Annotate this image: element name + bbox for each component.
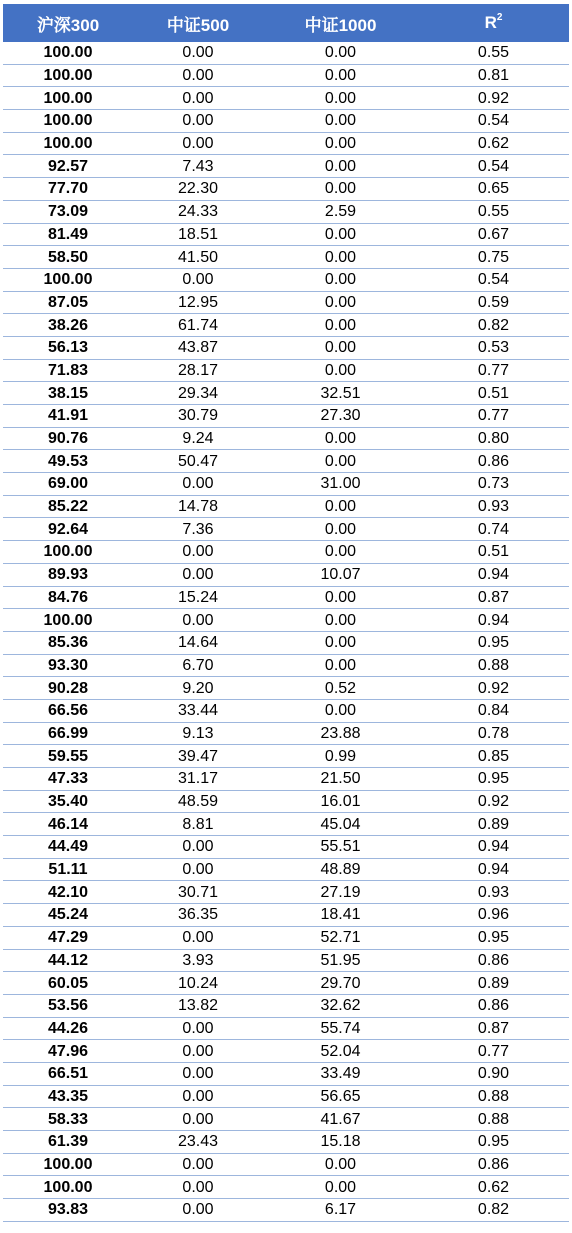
cell-zz1000: 32.62 (263, 994, 418, 1017)
cell-r-squared: 0.73 (418, 473, 569, 496)
table-row (3, 1017, 569, 1040)
table-row (3, 314, 569, 337)
cell-hs300: 44.26 (3, 1017, 133, 1040)
cell-hs300: 44.49 (3, 836, 133, 859)
cell-r-squared: 0.95 (418, 768, 569, 791)
table-row (3, 42, 569, 64)
cell-zz1000: 0.00 (263, 291, 418, 314)
cell-hs300: 58.33 (3, 1108, 133, 1131)
cell-zz1000: 0.00 (263, 359, 418, 382)
cell-r-squared: 0.94 (418, 836, 569, 859)
cell-hs300: 100.00 (3, 1153, 133, 1176)
cell-zz500: 13.82 (133, 994, 263, 1017)
cell-r-squared: 0.89 (418, 972, 569, 995)
table-row (3, 223, 569, 246)
cell-zz500: 9.20 (133, 677, 263, 700)
table-row (3, 200, 569, 223)
column-header-hs300: 沪深300 (3, 4, 133, 42)
table-row (3, 382, 569, 405)
cell-zz500: 12.95 (133, 291, 263, 314)
cell-hs300: 69.00 (3, 473, 133, 496)
cell-hs300: 47.96 (3, 1040, 133, 1063)
cell-zz500: 30.79 (133, 405, 263, 428)
cell-hs300: 66.56 (3, 699, 133, 722)
table-row (3, 745, 569, 768)
cell-r-squared: 0.93 (418, 495, 569, 518)
cell-zz500: 33.44 (133, 699, 263, 722)
cell-zz1000: 21.50 (263, 768, 418, 791)
cell-hs300: 51.11 (3, 858, 133, 881)
cell-zz500: 9.13 (133, 722, 263, 745)
table-row (3, 790, 569, 813)
header-row (3, 4, 569, 42)
cell-r-squared: 0.92 (418, 677, 569, 700)
cell-zz1000: 0.00 (263, 246, 418, 269)
data-table-container (3, 4, 569, 1222)
cell-r-squared: 0.90 (418, 1062, 569, 1085)
cell-zz500: 7.36 (133, 518, 263, 541)
cell-zz500: 14.64 (133, 631, 263, 654)
column-header-r-squared (418, 4, 569, 42)
cell-r-squared: 0.51 (418, 382, 569, 405)
table-row (3, 64, 569, 87)
cell-hs300: 92.64 (3, 518, 133, 541)
cell-r-squared: 0.87 (418, 1017, 569, 1040)
cell-hs300: 41.91 (3, 405, 133, 428)
cell-zz500: 10.24 (133, 972, 263, 995)
cell-r-squared: 0.82 (418, 314, 569, 337)
cell-zz500: 0.00 (133, 1062, 263, 1085)
cell-hs300: 47.33 (3, 768, 133, 791)
cell-r-squared: 0.88 (418, 1108, 569, 1131)
cell-hs300: 100.00 (3, 64, 133, 87)
cell-r-squared: 0.92 (418, 790, 569, 813)
cell-zz500: 0.00 (133, 87, 263, 110)
table-row (3, 926, 569, 949)
cell-zz1000: 0.00 (263, 110, 418, 133)
cell-hs300: 66.99 (3, 722, 133, 745)
cell-zz500: 0.00 (133, 1040, 263, 1063)
cell-zz1000: 52.71 (263, 926, 418, 949)
cell-hs300: 100.00 (3, 609, 133, 632)
cell-hs300: 90.28 (3, 677, 133, 700)
cell-zz1000: 0.00 (263, 87, 418, 110)
table-row (3, 813, 569, 836)
cell-zz500: 48.59 (133, 790, 263, 813)
table-row (3, 110, 569, 133)
cell-hs300: 100.00 (3, 110, 133, 133)
cell-hs300: 61.39 (3, 1131, 133, 1154)
cell-zz1000: 29.70 (263, 972, 418, 995)
cell-zz1000: 0.00 (263, 314, 418, 337)
cell-zz500: 0.00 (133, 609, 263, 632)
cell-zz1000: 48.89 (263, 858, 418, 881)
cell-zz1000: 0.00 (263, 64, 418, 87)
cell-zz1000: 0.00 (263, 132, 418, 155)
cell-zz500: 0.00 (133, 1085, 263, 1108)
cell-zz1000: 51.95 (263, 949, 418, 972)
table-row (3, 563, 569, 586)
cell-zz500: 0.00 (133, 110, 263, 133)
table-row (3, 836, 569, 859)
cell-zz1000: 0.00 (263, 631, 418, 654)
table-row (3, 881, 569, 904)
cell-r-squared: 0.55 (418, 42, 569, 64)
cell-hs300: 100.00 (3, 268, 133, 291)
table-row (3, 405, 569, 428)
cell-zz1000: 0.00 (263, 450, 418, 473)
cell-zz500: 14.78 (133, 495, 263, 518)
cell-zz1000: 27.19 (263, 881, 418, 904)
table-row (3, 291, 569, 314)
cell-hs300: 84.76 (3, 586, 133, 609)
cell-zz1000: 0.00 (263, 654, 418, 677)
cell-hs300: 89.93 (3, 563, 133, 586)
table-row (3, 699, 569, 722)
cell-r-squared: 0.55 (418, 200, 569, 223)
cell-r-squared: 0.88 (418, 654, 569, 677)
cell-hs300: 58.50 (3, 246, 133, 269)
cell-zz1000: 6.17 (263, 1199, 418, 1222)
table-row (3, 858, 569, 881)
cell-hs300: 53.56 (3, 994, 133, 1017)
cell-r-squared: 0.92 (418, 87, 569, 110)
cell-r-squared: 0.94 (418, 858, 569, 881)
cell-zz1000: 55.51 (263, 836, 418, 859)
cell-r-squared: 0.89 (418, 813, 569, 836)
cell-r-squared: 0.77 (418, 359, 569, 382)
cell-zz1000: 0.00 (263, 541, 418, 564)
cell-hs300: 35.40 (3, 790, 133, 813)
cell-hs300: 45.24 (3, 904, 133, 927)
cell-r-squared: 0.81 (418, 64, 569, 87)
cell-r-squared: 0.86 (418, 949, 569, 972)
table-row (3, 359, 569, 382)
cell-zz1000: 33.49 (263, 1062, 418, 1085)
cell-hs300: 56.13 (3, 336, 133, 359)
cell-zz1000: 0.00 (263, 155, 418, 178)
table-row (3, 677, 569, 700)
cell-r-squared: 0.85 (418, 745, 569, 768)
table-row (3, 722, 569, 745)
table-row (3, 768, 569, 791)
cell-r-squared: 0.78 (418, 722, 569, 745)
cell-r-squared: 0.86 (418, 994, 569, 1017)
table-row (3, 609, 569, 632)
cell-hs300: 100.00 (3, 132, 133, 155)
cell-r-squared: 0.88 (418, 1085, 569, 1108)
cell-zz1000: 10.07 (263, 563, 418, 586)
cell-hs300: 87.05 (3, 291, 133, 314)
cell-hs300: 85.22 (3, 495, 133, 518)
cell-zz1000: 0.00 (263, 336, 418, 359)
table-header (3, 4, 569, 42)
cell-r-squared: 0.82 (418, 1199, 569, 1222)
cell-hs300: 44.12 (3, 949, 133, 972)
cell-r-squared: 0.65 (418, 178, 569, 201)
cell-r-squared: 0.54 (418, 110, 569, 133)
cell-hs300: 73.09 (3, 200, 133, 223)
cell-zz1000: 16.01 (263, 790, 418, 813)
table-row (3, 904, 569, 927)
cell-zz500: 0.00 (133, 1199, 263, 1222)
cell-r-squared: 0.84 (418, 699, 569, 722)
cell-zz1000: 0.52 (263, 677, 418, 700)
cell-zz500: 61.74 (133, 314, 263, 337)
cell-zz1000: 0.00 (263, 427, 418, 450)
table-row (3, 473, 569, 496)
cell-zz1000: 45.04 (263, 813, 418, 836)
cell-zz500: 15.24 (133, 586, 263, 609)
cell-r-squared: 0.87 (418, 586, 569, 609)
cell-r-squared: 0.54 (418, 268, 569, 291)
cell-hs300: 92.57 (3, 155, 133, 178)
cell-zz500: 29.34 (133, 382, 263, 405)
cell-zz500: 28.17 (133, 359, 263, 382)
cell-r-squared: 0.86 (418, 1153, 569, 1176)
cell-r-squared: 0.74 (418, 518, 569, 541)
cell-hs300: 42.10 (3, 881, 133, 904)
cell-zz1000: 52.04 (263, 1040, 418, 1063)
cell-hs300: 100.00 (3, 42, 133, 64)
cell-r-squared: 0.80 (418, 427, 569, 450)
table-row (3, 427, 569, 450)
cell-r-squared: 0.93 (418, 881, 569, 904)
cell-zz1000: 32.51 (263, 382, 418, 405)
cell-zz1000: 31.00 (263, 473, 418, 496)
cell-zz1000: 55.74 (263, 1017, 418, 1040)
table-row (3, 1153, 569, 1176)
table-row (3, 949, 569, 972)
cell-zz500: 8.81 (133, 813, 263, 836)
cell-r-squared: 0.75 (418, 246, 569, 269)
cell-r-squared: 0.51 (418, 541, 569, 564)
cell-zz500: 0.00 (133, 563, 263, 586)
cell-zz500: 0.00 (133, 1108, 263, 1131)
cell-zz500: 0.00 (133, 1017, 263, 1040)
cell-zz1000: 0.00 (263, 586, 418, 609)
cell-hs300: 38.15 (3, 382, 133, 405)
cell-r-squared: 0.95 (418, 926, 569, 949)
cell-zz500: 36.35 (133, 904, 263, 927)
cell-zz1000: 15.18 (263, 1131, 418, 1154)
cell-zz500: 3.93 (133, 949, 263, 972)
cell-zz500: 0.00 (133, 132, 263, 155)
cell-r-squared: 0.62 (418, 1176, 569, 1199)
table-row (3, 246, 569, 269)
cell-zz1000: 18.41 (263, 904, 418, 927)
cell-zz1000: 0.00 (263, 268, 418, 291)
table-row (3, 541, 569, 564)
column-header-zz1000: 中证1000 (263, 4, 418, 42)
table-row (3, 631, 569, 654)
cell-r-squared: 0.94 (418, 609, 569, 632)
cell-hs300: 47.29 (3, 926, 133, 949)
r-label: R (484, 13, 497, 32)
table-row (3, 586, 569, 609)
cell-zz1000: 0.00 (263, 178, 418, 201)
data-table (3, 4, 569, 1222)
table-row (3, 972, 569, 995)
cell-r-squared: 0.59 (418, 291, 569, 314)
cell-r-squared: 0.77 (418, 405, 569, 428)
cell-zz500: 24.33 (133, 200, 263, 223)
cell-r-squared: 0.96 (418, 904, 569, 927)
cell-r-squared: 0.94 (418, 563, 569, 586)
table-row (3, 1199, 569, 1222)
table-row (3, 1062, 569, 1085)
cell-zz500: 30.71 (133, 881, 263, 904)
table-row (3, 1131, 569, 1154)
cell-zz500: 7.43 (133, 155, 263, 178)
cell-r-squared: 0.95 (418, 631, 569, 654)
cell-r-squared: 0.95 (418, 1131, 569, 1154)
cell-zz1000: 0.00 (263, 42, 418, 64)
cell-zz500: 18.51 (133, 223, 263, 246)
table-row (3, 994, 569, 1017)
cell-zz500: 0.00 (133, 541, 263, 564)
table-row (3, 178, 569, 201)
cell-zz1000: 0.00 (263, 223, 418, 246)
cell-r-squared: 0.67 (418, 223, 569, 246)
table-body (3, 42, 569, 1221)
table-row (3, 450, 569, 473)
cell-zz500: 31.17 (133, 768, 263, 791)
cell-hs300: 46.14 (3, 813, 133, 836)
cell-zz500: 9.24 (133, 427, 263, 450)
cell-zz1000: 56.65 (263, 1085, 418, 1108)
cell-zz500: 0.00 (133, 64, 263, 87)
cell-zz1000: 0.00 (263, 518, 418, 541)
cell-hs300: 49.53 (3, 450, 133, 473)
cell-zz500: 0.00 (133, 858, 263, 881)
cell-zz1000: 41.67 (263, 1108, 418, 1131)
cell-r-squared: 0.53 (418, 336, 569, 359)
cell-hs300: 43.35 (3, 1085, 133, 1108)
cell-hs300: 93.83 (3, 1199, 133, 1222)
cell-hs300: 100.00 (3, 1176, 133, 1199)
cell-zz500: 0.00 (133, 268, 263, 291)
cell-zz500: 23.43 (133, 1131, 263, 1154)
cell-zz500: 39.47 (133, 745, 263, 768)
table-row (3, 1040, 569, 1063)
table-row (3, 1108, 569, 1131)
cell-zz1000: 2.59 (263, 200, 418, 223)
cell-r-squared: 0.77 (418, 1040, 569, 1063)
cell-hs300: 93.30 (3, 654, 133, 677)
table-row (3, 336, 569, 359)
cell-zz500: 43.87 (133, 336, 263, 359)
cell-zz1000: 27.30 (263, 405, 418, 428)
cell-r-squared: 0.54 (418, 155, 569, 178)
cell-zz500: 0.00 (133, 836, 263, 859)
cell-r-squared: 0.86 (418, 450, 569, 473)
cell-zz1000: 0.00 (263, 1176, 418, 1199)
cell-hs300: 60.05 (3, 972, 133, 995)
cell-zz500: 0.00 (133, 1153, 263, 1176)
cell-hs300: 100.00 (3, 541, 133, 564)
cell-hs300: 71.83 (3, 359, 133, 382)
cell-hs300: 77.70 (3, 178, 133, 201)
cell-zz500: 0.00 (133, 1176, 263, 1199)
table-row (3, 155, 569, 178)
r-superscript: 2 (496, 12, 503, 23)
cell-zz1000: 0.00 (263, 699, 418, 722)
cell-zz500: 50.47 (133, 450, 263, 473)
cell-hs300: 100.00 (3, 87, 133, 110)
cell-r-squared: 0.62 (418, 132, 569, 155)
cell-hs300: 81.49 (3, 223, 133, 246)
table-row (3, 654, 569, 677)
cell-hs300: 59.55 (3, 745, 133, 768)
column-header-zz500: 中证500 (133, 4, 263, 42)
cell-zz1000: 0.00 (263, 609, 418, 632)
table-row (3, 495, 569, 518)
cell-zz1000: 0.99 (263, 745, 418, 768)
table-row (3, 132, 569, 155)
cell-zz500: 0.00 (133, 473, 263, 496)
cell-zz500: 0.00 (133, 926, 263, 949)
cell-zz500: 22.30 (133, 178, 263, 201)
cell-hs300: 85.36 (3, 631, 133, 654)
cell-zz1000: 0.00 (263, 1153, 418, 1176)
table-row (3, 87, 569, 110)
table-row (3, 268, 569, 291)
cell-zz500: 41.50 (133, 246, 263, 269)
table-row (3, 1176, 569, 1199)
cell-hs300: 66.51 (3, 1062, 133, 1085)
table-row (3, 1085, 569, 1108)
cell-hs300: 90.76 (3, 427, 133, 450)
cell-zz1000: 0.00 (263, 495, 418, 518)
cell-hs300: 38.26 (3, 314, 133, 337)
cell-zz500: 6.70 (133, 654, 263, 677)
cell-zz1000: 23.88 (263, 722, 418, 745)
table-row (3, 518, 569, 541)
cell-zz500: 0.00 (133, 42, 263, 64)
